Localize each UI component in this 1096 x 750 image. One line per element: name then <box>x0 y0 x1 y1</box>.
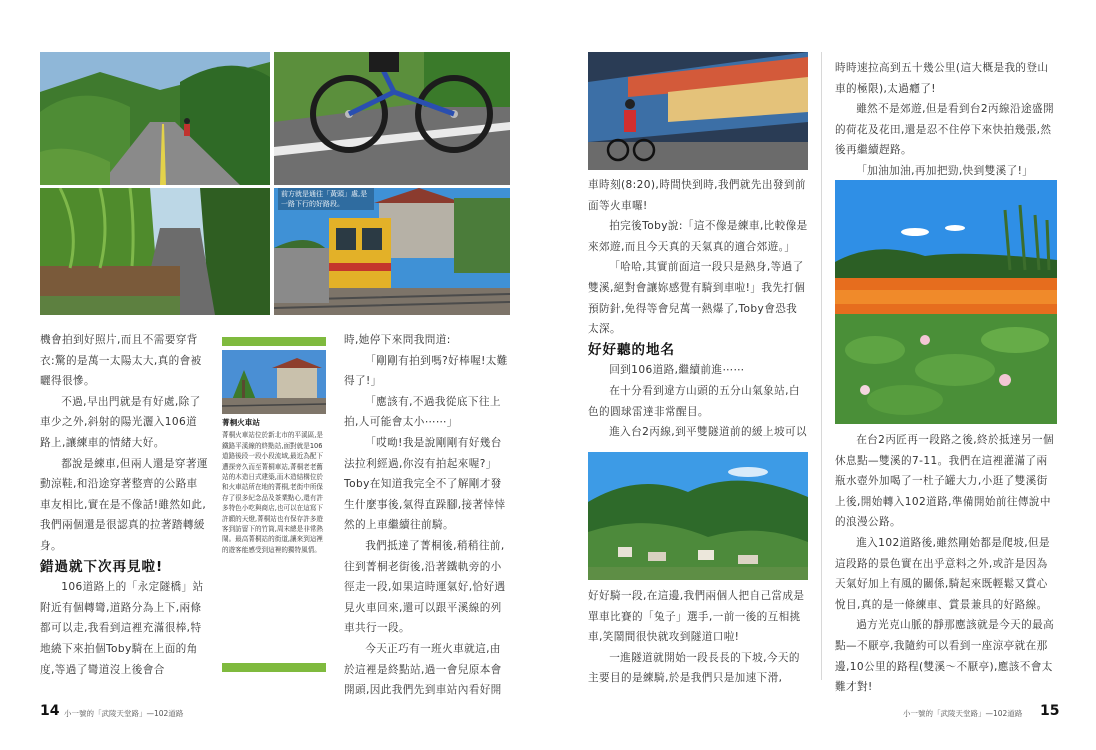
paragraph: 都說是練車,但兩人還是穿著運動涼鞋,和沿途穿著整齊的公路車車友相比,實在是不像話!雖然如此,我們兩個還是很認真的拉著踏轉緩身。 <box>40 457 208 552</box>
sidebar-bar-top <box>222 337 326 346</box>
left-column-1 <box>40 330 208 680</box>
column-divider <box>821 52 822 680</box>
sidebar-title: 菁桐火車站 <box>222 418 260 427</box>
sidebar <box>222 418 326 555</box>
page-number-left: 14 <box>40 703 60 719</box>
paragraph: 雖然不是郊遊,但是看到台2丙線沿途盛開的荷花及花田,還是忍不住停下來快拍幾張,然後再繼續趕路。 <box>835 103 1054 157</box>
paragraph: 好好騎一段,在這邊,我們兩個人把自己當成是單車比賽的「兔子」選手,一前一後的互相挑車,笑鬧間很快就攻到隧道口啦! <box>588 590 805 644</box>
paragraph: 車時刻(8:20),時間快到時,我們就先出發到前面等火車囉! <box>588 179 806 212</box>
paragraph: 「哎呦!我是說剛剛有好幾台法拉利經過,你沒有拍起來喔?」Toby在知道我完全不了解剛才發生什麼事後,氣得直跺腳,接著悻悻然的上車繼續往前騎。 <box>344 436 506 532</box>
page-footer-left: 小一號的「武陵天堂路」—102道路 <box>64 709 184 718</box>
left-column-3 <box>344 330 510 701</box>
paragraph: 我們抵達了菁桐後,稍稍往前,往到菁桐老街後,沿著鐵軌旁的小徑走一段,如果這時運氣好,恰好遇見火車回來,還可以跟平溪線的列車共行一段。 <box>344 539 506 635</box>
paragraph: 「加油加油,再加把勁,快到雙溪了!」 <box>856 164 1034 177</box>
page-number-right: 15 <box>1040 703 1060 719</box>
paragraph: 「哈哈,其實前面這一段只是熱身,等過了雙溪,絕對會讓妳感覺有騎到車啦!」我先打個預防針,免得等會兒萬一熱爆了,Toby會恐我太深。 <box>588 261 806 336</box>
right-column-2-continued <box>835 430 1057 698</box>
paragraph: 一進隧道就開始一段長長的下坡,今天的主要目的是練騎,於是我們只是加速下滑, <box>588 651 800 685</box>
photo-lotus-field <box>835 180 1057 424</box>
paragraph: 過方光克山脈的靜那應該就是今天的最高點—不厭亭,我隨約可以看到一座涼亭就在那邊,10公里的路程(雙溪〜不厭亭),應該不會太難才對! <box>835 619 1055 694</box>
paragraph: 回到106道路,繼續前進⋯⋯ <box>609 364 745 377</box>
photo-jingtong-station <box>222 350 326 414</box>
paragraph: 在十分看到違方山頭的五分山氣象站,白色的圓球雷達非常醒目。 <box>588 384 800 418</box>
paragraph: 106道路上的「永定隧橋」站附近有個轉彎,道路分為上下,兩條都可以走,我看到這裡充滿很棒,特地繞下來拍個Toby騎在上面的角度,等過了彎道沒上後會合 <box>40 581 204 676</box>
right-column-1-continued <box>588 586 808 689</box>
right-column-2 <box>835 58 1057 182</box>
paragraph: 「剛剛有拍到嗎?好棒喔!太難得了!」 <box>344 354 508 388</box>
page-footer-right: 小一號的「武陵天堂路」—102道路 <box>903 709 1023 718</box>
paragraph: 進入台2丙線,到平雙隧道前的緩上坡可以 <box>609 426 807 439</box>
paragraph: 時,她停下來問我問道: <box>344 334 451 346</box>
photo-bamboo-road <box>40 188 270 315</box>
photo-bicycle-closeup <box>274 52 510 185</box>
sidebar-bar-bottom <box>222 663 326 672</box>
paragraph: 時時速拉高到五十幾公里(這大概是我的登山車的極限),太過癮了! <box>835 62 1049 95</box>
paragraph: 今天正巧有一班火車就這,由於這裡是終點站,過一會兒原本會開頭,因此我們先到車站內看好開 <box>344 642 502 697</box>
right-column-1 <box>588 175 808 443</box>
sidebar-body: 菁桐火車站位於新北市的平溪區,是鐵路平溪線的終點站,面對就是106道路後段一段小段流域,最近為配下遭探旁久而至菁桐車站,菁桐老老舊站的木造日式建築,而木造結構位於和火車站所在地的菁桐,老街中所保存了很多紀念品及茶業點心,還有許多特色小吃與商店,也可以在這寫下許願的天燈,菁桐站也有保存許多遊客到訪留下的竹筒,周末總是非常熱鬧。最高菁桐站的街道,讓來到這裡的遊客能感受到這裡的獨特風情。 <box>222 431 324 554</box>
paragraph: 「應該有,不過我從底下往上拍,人可能會太小⋯⋯」 <box>344 395 501 429</box>
section-heading: 錯過就下次再見啦! <box>40 558 164 575</box>
photo-caption: 前方就是通往「黃頭」處,是一路下行的好路段。 <box>278 188 374 210</box>
paragraph: 進入102道路後,雖然剛始都是爬坡,但是這段路的景色實在出乎意料之外,或許是因為天氣好加上有風的關係,騎起來既輕鬆又賞心悅目,真的是一條練車、賞景兼具的好路線。 <box>835 536 1051 611</box>
photo-road-rider <box>40 52 270 185</box>
section-heading: 好好聽的地名 <box>588 341 675 358</box>
paragraph: 機會拍到好照片,而且不需要穿背衣:驚的是萬一太陽太大,真的會被曬得很慘。 <box>40 334 202 388</box>
paragraph: 在台2丙匠再一段路之後,終於抵達另一個休息點—雙溪的7-11。我們在這裡灌滿了兩瓶水壺外加喝了一杜子罐大力,小逛了雙溪街上後,開始轉入102道路,準備開始前往傳說中的浪漫公路。 <box>835 434 1054 529</box>
photo-mountain-town <box>588 452 808 580</box>
paragraph: 不過,早出門就是有好處,除了車少之外,斜射的陽光灑入106道路上,讓練車的情緒大好。 <box>40 395 201 449</box>
paragraph: 拍完後Toby說:「這不像是練車,比較像是來郊遊,而且今天真的天氣真的適合郊遊。」 <box>588 220 808 253</box>
photo-rider-train-wall <box>588 52 808 170</box>
